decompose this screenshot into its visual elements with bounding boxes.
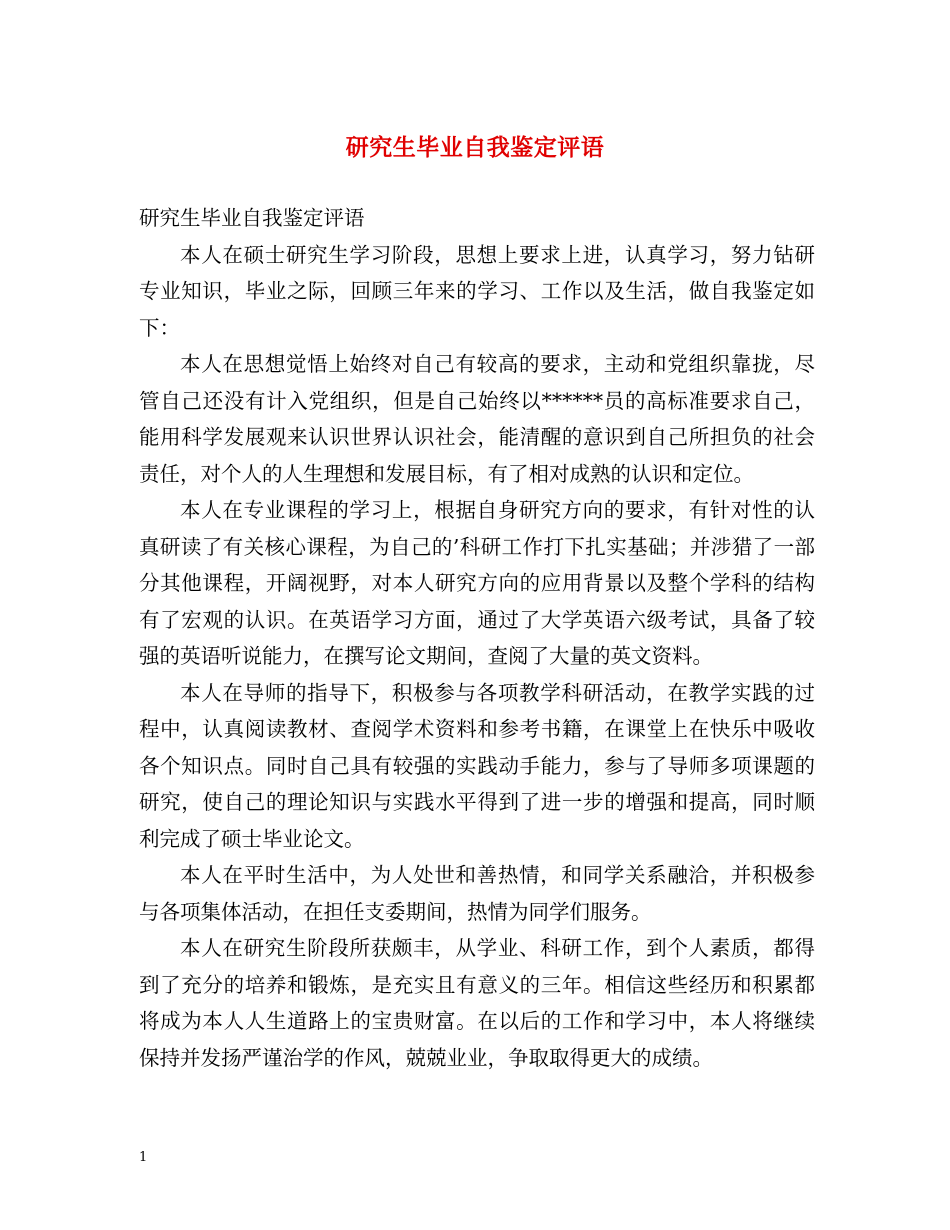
paragraph-ideology: 本人在思想觉悟上始终对自己有较高的要求，主动和党组织靠拢，尽管自己还没有计入党组织，但是自己始终以******员的高标准要求自己，能用科学发展观来认识世界认识社会，能清醒的意识到自己所担负的社会责任，对个人的人生理想和发展目标，有了相对成熟的认识和定位。 (139, 352, 815, 486)
document-subtitle: 研究生毕业自我鉴定评语 (139, 206, 365, 230)
paragraph-life: 本人在平时生活中，为人处世和善热情，和同学关系融洽，并积极参与各项集体活动，在担任支委期间，热情为同学们服务。 (139, 863, 815, 924)
document-title: 研究生毕业自我鉴定评语 (345, 134, 605, 161)
document-body (139, 200, 815, 1076)
page-number: 1 (139, 1150, 148, 1165)
paragraph-research: 本人在导师的指导下，积极参与各项教学科研活动，在教学实践的过程中，认真阅读教材、查阅学术资料和参考书籍，在课堂上在快乐中吸收各个知识点。同时自己具有较强的实践动手能力，参与了导师多项课题的研究，使自己的理论知识与实践水平得到了进一步的增强和提高，同时顺利完成了硕士毕业论文。 (139, 680, 815, 851)
paragraph-conclusion: 本人在研究生阶段所获颇丰，从学业、科研工作，到个人素质，都得到了充分的培养和锻炼，是充实且有意义的三年。相信这些经历和积累都将成为本人人生道路上的宝贵财富。在以后的工作和学习中，本人将继续保持并发扬严谨治学的作风，兢兢业业，争取取得更大的成绩。 (139, 936, 815, 1070)
paragraph-coursework: 本人在专业课程的学习上，根据自身研究方向的要求，有针对性的认真研读了有关核心课程，为自己的’科研工作打下扎实基础；并涉猎了一部分其他课程，开阔视野，对本人研究方向的应用背景以及整个学科的结构有了宏观的认识。在英语学习方面，通过了大学英语六级考试，具备了较强的英语听说能力，在撰写论文期间，查阅了大量的英文资料。 (139, 498, 815, 668)
paragraph-intro: 本人在硕士研究生学习阶段，思想上要求上进，认真学习，努力钻研专业知识，毕业之际，回顾三年来的学习、工作以及生活，做自我鉴定如下： (139, 242, 815, 340)
